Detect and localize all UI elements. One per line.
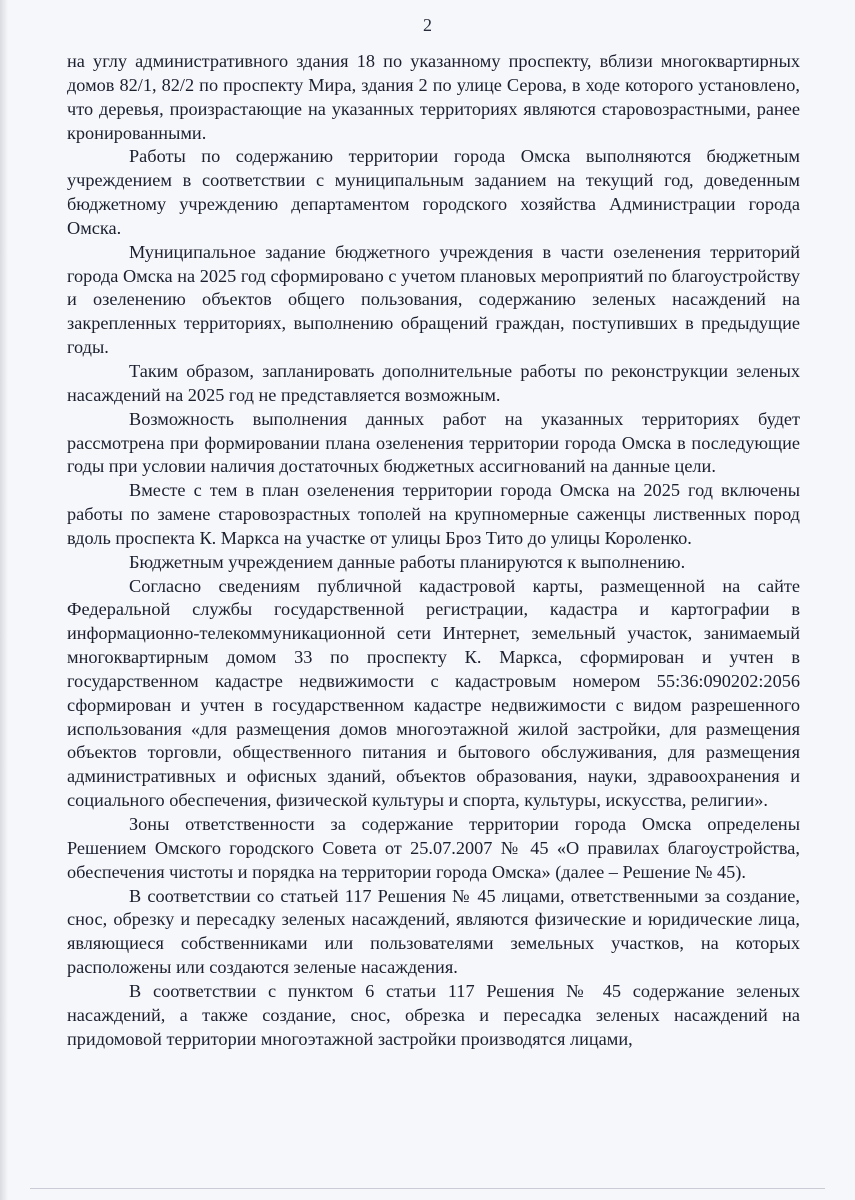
paragraph: Бюджетным учреждением данные работы планируются к выполнению. bbox=[129, 551, 686, 572]
document-body bbox=[67, 50, 800, 1051]
paragraph: Муниципальное задание бюджетного учреждения в части озеленения территорий города Омска на 2025 год сформировано с учетом плановых мероприятий по благоустройству и озеленению объектов общего пользования, содержанию зеленых насаждений на закрепленных территориях, выполнению обращений граждан, поступивших в предыдущие годы. bbox=[67, 241, 800, 358]
paragraph: Работы по содержанию территории города Омска выполняются бюджетным учреждением в соответствии с муниципальным заданием на текущий год, доведенным бюджетному учреждению департаментом городского хозяйства Администрации города Омска. bbox=[67, 146, 800, 238]
page-number: 2 bbox=[423, 15, 432, 35]
paragraph: В соответствии с пунктом 6 статьи 117 Решения № 45 содержание зеленых насаждений, а также создание, снос, обрезка и пересадка зеленых насаждений на придомовой территории многоэтажной застройки производятся лицами, bbox=[67, 980, 800, 1049]
scan-edge-shadow bbox=[0, 0, 8, 1200]
paragraph: Зоны ответственности за содержание территории города Омска определены Решением Омского городского Совета от 25.07.2007 № 45 «О правилах благоустройства, обеспечения чистоты и порядка на территории города Омска» (далее – Решение № 45). bbox=[67, 814, 800, 882]
paragraph: Вместе с тем в план озеленения территории города Омска на 2025 год включены работы по замене старовозрастных тополей на крупномерные саженцы лиственных пород вдоль проспекта К. Маркса на участке от улицы Броз Тито до улицы Короленко. bbox=[67, 480, 800, 548]
paragraph: Возможность выполнения данных работ на указанных территориях будет рассмотрена при формировании плана озеленения территории города Омска в последующие годы при условии наличия достаточных бюджетных ассигнований на данные цели. bbox=[67, 408, 800, 477]
scan-bottom-edge bbox=[30, 1188, 825, 1189]
paragraph: В соответствии со статьей 117 Решения № 45 лицами, ответственными за создание, снос, обрезку и пересадку зеленых насаждений, являются физические и юридические лица, являющиеся собственниками или пользователями земельных участков, на которых расположены или создаются зеленые насаждения. bbox=[67, 885, 800, 978]
paragraph-continuation: на углу административного здания 18 по указанному проспекту, вблизи многоквартирных домов 82/1, 82/2 по проспекту Мира, здания 2 по улице Серова, в ходе которого установлено, что деревья, произрастающие на указанных территориях являются старовозрастными, ранее кронированными. bbox=[67, 51, 800, 143]
paragraph: Согласно сведениям публичной кадастровой карты, размещенной на сайте Федеральной службы государственной регистрации, кадастра и картографии в информационно-телекоммуникационной сети Интернет, земельный участок, занимаемый многоквартирным домом 33 по проспекту К. Маркса, сформирован и учтен в государственном кадастре недвижимости с кадастровым номером 55:36:090202:2056 сформирован и учтен в государственном кадастре недвижимости с видом разрешенного использования «для размещения домов многоэтажной жилой застройки, для размещения объектов торговли, общественного питания и бытового обслуживания, для размещения административных и офисных зданий, объектов образования, науки, здравоохранения и социального обеспечения, физической культуры и спорта, культуры, искусства, религии». bbox=[67, 575, 800, 811]
paragraph: Таким образом, запланировать дополнительные работы по реконструкции зеленых насаждений на 2025 год не представляется возможным. bbox=[67, 360, 800, 405]
